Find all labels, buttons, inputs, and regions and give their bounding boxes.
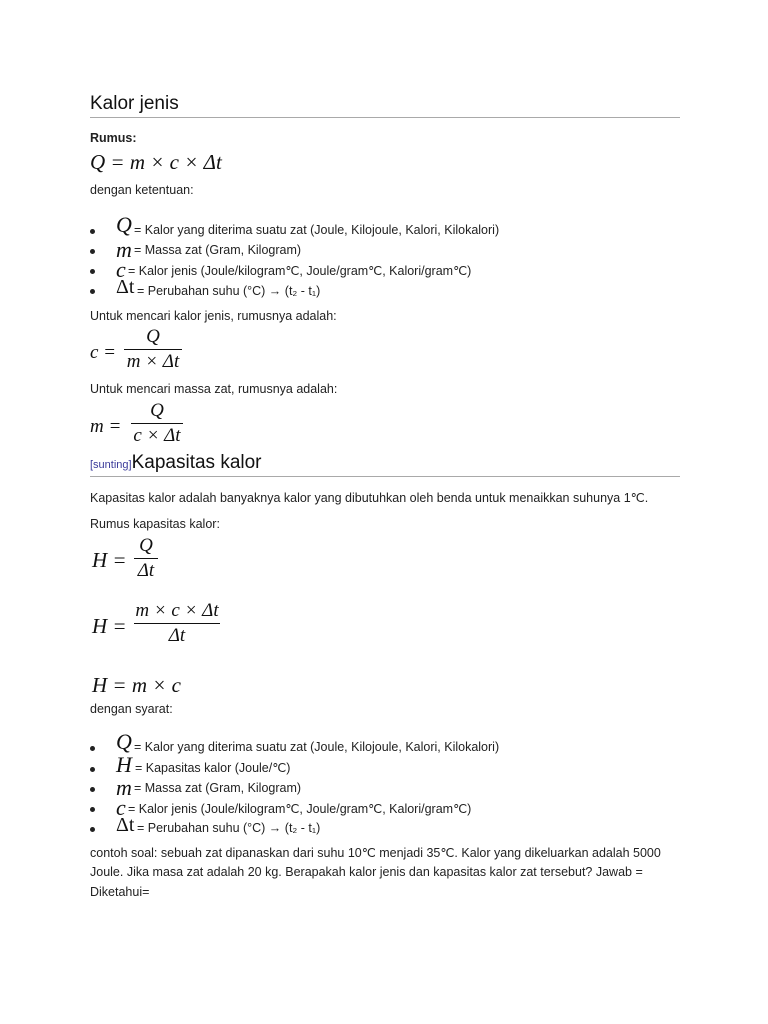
fraction-bar xyxy=(131,423,183,424)
symbol-q: Q xyxy=(116,212,132,237)
find-c-text: Untuk mencari kalor jenis, rumusnya adalah: xyxy=(90,309,337,323)
fraction-bar xyxy=(134,558,158,559)
formula-c-denominator: m × Δt xyxy=(126,351,180,372)
symbol-m: m xyxy=(116,775,132,800)
bullet-icon xyxy=(90,827,95,832)
list-item: = Kalor yang diterima suatu zat (Joule, Kilojoule, Kalori, Kilokalori) xyxy=(134,740,500,754)
heading-divider xyxy=(90,476,680,477)
bullet-icon xyxy=(90,807,95,812)
symbol-m: m xyxy=(116,237,132,262)
bullet-icon xyxy=(90,229,95,234)
symbol-delta-t: Δt xyxy=(116,276,135,298)
list-item: = Kalor jenis (Joule/kilogram℃, Joule/gram℃, Kalori/gram℃) xyxy=(128,802,472,816)
symbol-c: c xyxy=(116,795,126,820)
intro-ketentuan: dengan ketentuan: xyxy=(90,183,194,197)
list-item: = Kapasitas kalor (Joule/℃) xyxy=(135,761,291,775)
symbol-c: c xyxy=(116,257,126,282)
list-item: = Massa zat (Gram, Kilogram) xyxy=(134,243,302,257)
formula-m-numerator: Q xyxy=(150,400,164,421)
formula-h1-fraction xyxy=(134,535,158,582)
bullet-icon xyxy=(90,289,95,294)
formula-m-fraction xyxy=(131,400,183,447)
formula-h3: H = m × c xyxy=(92,673,181,697)
section-heading-kapasitas xyxy=(90,452,262,474)
rumus-kapasitas-label: Rumus kapasitas kalor: xyxy=(90,517,220,531)
formula-h1-numerator: Q xyxy=(139,535,153,556)
edit-section-link[interactable]: [sunting] xyxy=(90,459,132,471)
bullet-icon xyxy=(90,746,95,751)
formula-c-lhs: c = xyxy=(90,342,117,363)
heading-divider xyxy=(90,117,680,118)
heading-kalor-jenis: Kalor jenis xyxy=(90,93,179,114)
formula-h2-numerator: m × c × Δt xyxy=(135,600,219,621)
fraction-bar xyxy=(134,623,220,624)
example-line-1: contoh soal: sebuah zat dipanaskan dari suhu 10℃ menjadi 35℃. Kalor yang dikeluarkan adalah 5000 xyxy=(90,846,661,860)
list-item: = Kalor yang diterima suatu zat (Joule, Kilojoule, Kalori, Kilokalori) xyxy=(134,223,500,237)
formula-m-lhs: m = xyxy=(90,416,122,437)
formula-h2-denominator: Δt xyxy=(168,625,186,646)
symbol-delta-t: Δt xyxy=(116,814,135,836)
example-line-2: Joule. Jika masa zat adalah 20 kg. Berapakah kalor jenis dan kapasitas kalor zat tersebut? Jawab = xyxy=(90,865,643,879)
symbol-q: Q xyxy=(116,729,132,754)
formula-h1-lhs: H = xyxy=(92,548,127,572)
formula-c-numerator: Q xyxy=(146,326,160,347)
list-item: = Kalor jenis (Joule/kilogram℃, Joule/gram℃, Kalori/gram℃) xyxy=(128,264,472,278)
symbol-h: H xyxy=(116,752,132,777)
fraction-bar xyxy=(124,349,182,350)
formula-c-fraction xyxy=(124,326,182,373)
formula-h2-fraction xyxy=(134,600,220,647)
list-item: = Perubahan suhu (°C) → (t₂ - t₁) xyxy=(137,821,321,835)
bullet-icon xyxy=(90,767,95,772)
bullet-icon xyxy=(90,787,95,792)
definition-text: Kapasitas kalor adalah banyaknya kalor yang dibutuhkan oleh benda untuk menaikkan suhunya 1℃. xyxy=(90,491,649,505)
list-item: = Massa zat (Gram, Kilogram) xyxy=(134,781,302,795)
bullet-icon xyxy=(90,249,95,254)
formula-h2-lhs: H = xyxy=(92,614,127,638)
find-m-text: Untuk mencari massa zat, rumusnya adalah: xyxy=(90,382,338,396)
heading-kapasitas-kalor: Kapasitas kalor xyxy=(131,452,262,473)
example-line-3: Diketahui= xyxy=(90,885,150,899)
formula-main: Q = m × c × Δt xyxy=(90,150,222,174)
bullet-icon xyxy=(90,269,95,274)
formula-m-denominator: c × Δt xyxy=(133,425,181,446)
intro-syarat: dengan syarat: xyxy=(90,702,173,716)
rumus-label: Rumus: xyxy=(90,131,137,145)
list-item: = Perubahan suhu (°C) → (t₂ - t₁) xyxy=(137,284,321,298)
formula-h1-denominator: Δt xyxy=(137,560,155,581)
